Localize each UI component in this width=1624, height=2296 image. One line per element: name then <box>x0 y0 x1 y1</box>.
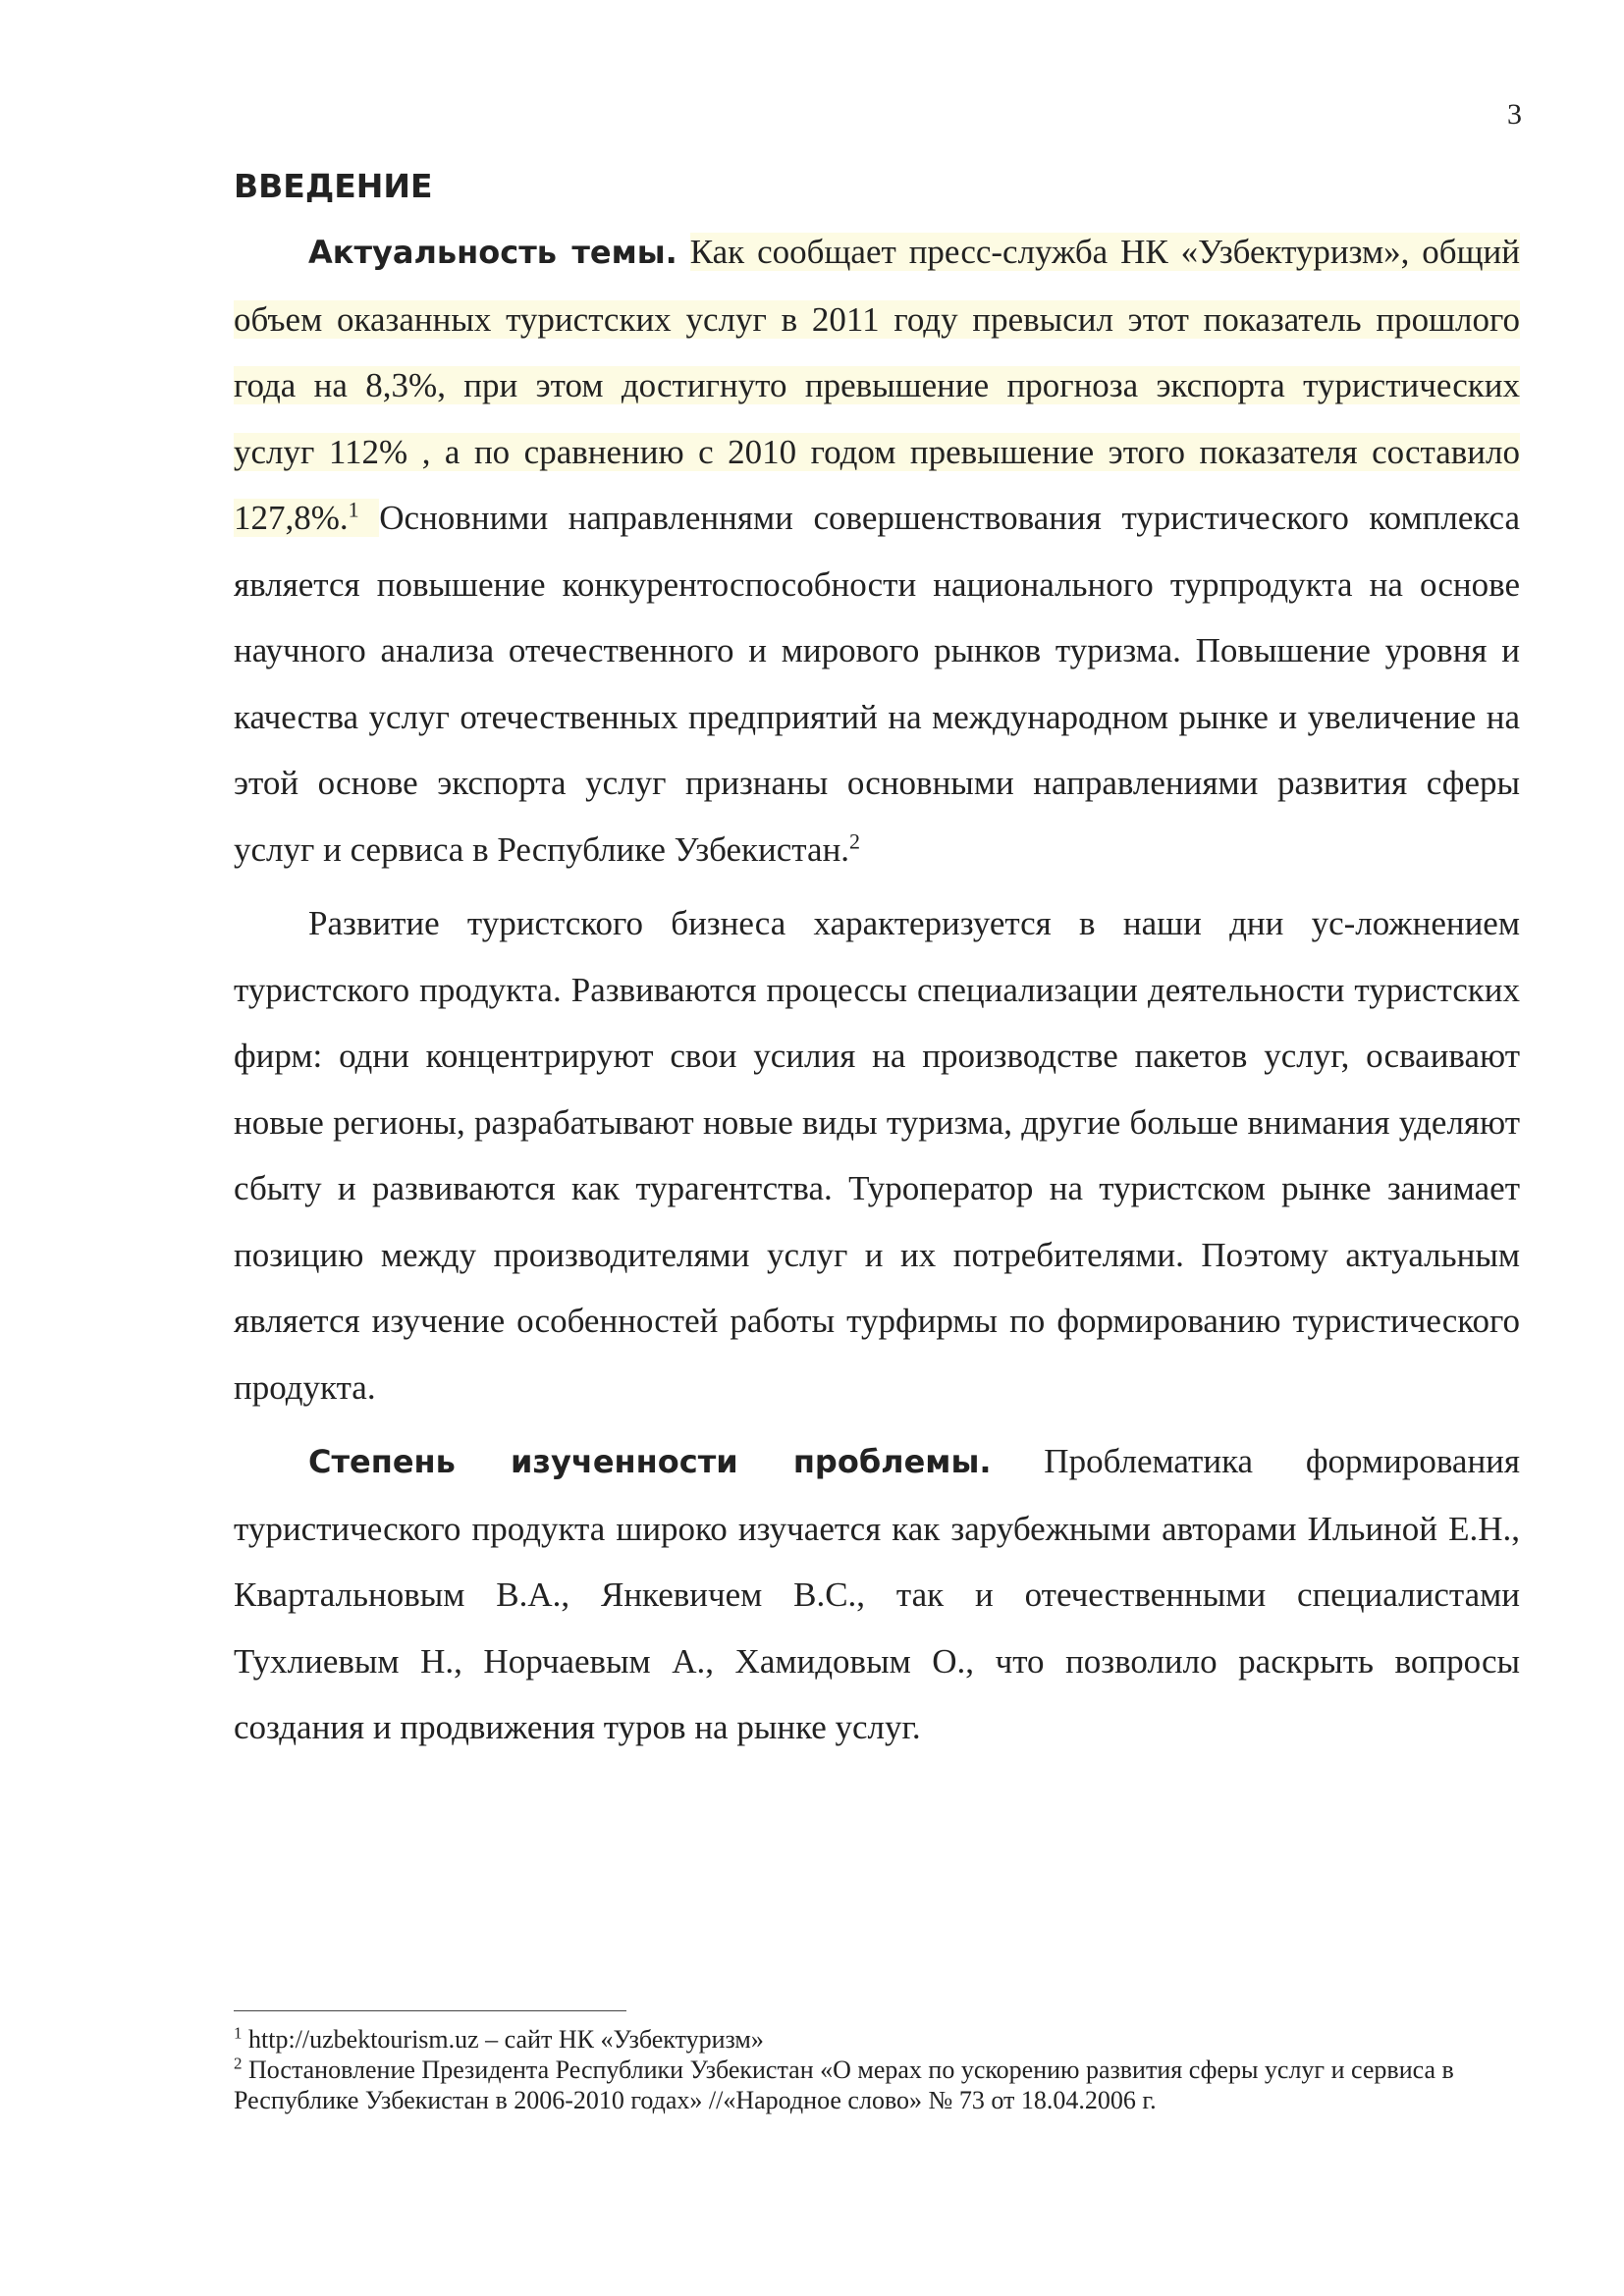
paragraph-lead-relevance: Актуальность темы. <box>308 234 677 271</box>
paragraph-development: Развитие туристского бизнеса характеризуется в наши дни ус-ложнением туристского продукта. Развиваются процессы специализации деятельности туристских фирм: одни концентрируют свои усилия на производстве пакетов услуг, осваивают новые регионы, разрабатывают новые виды туризма, другие больше внимания уделяют сбыту и развиваются как турагентства. Туроператор на туристском рынке занимает позицию между производителями услуг и их потребителями. Поэтому актуальным является изучение особенностей работы турфирмы по формированию туристического продукта. <box>234 904 1520 1407</box>
highlighted-text <box>234 233 1520 537</box>
footnote-separator <box>234 2010 626 2011</box>
document-body <box>234 167 1520 1769</box>
footnotes <box>234 2024 1520 2115</box>
footnote-ref-2[interactable]: 2 <box>849 828 861 853</box>
paragraph-lead-study-degree: Степень изученности проблемы. <box>308 1443 992 1480</box>
footnote-ref-1[interactable]: 1 <box>348 497 359 522</box>
footnote-text: Постановление Президента Республики Узбекистан «О мерах по ускорению развития сферы услуг и сервиса в Республике Узбекистан в 2006-2010 годах» //«Народное слово» № 73 от 18.04.2006 г. <box>234 2056 1454 2114</box>
footnote-2 <box>234 2055 1520 2115</box>
section-heading: ВВЕДЕНИЕ <box>234 167 433 205</box>
paragraph-relevance-text: Основними направленнями совершенствования туристического комплекса является повышение конкурентоспособности национального турпродукта на основе научного анализа отечественного и мирового рынков туризма. Повышение уровня и качества услуг отечественных предприятий на международном рынке и увеличение на этой основе экспорта услуг признаны основными направлениями развития сферы услуг и сервиса в Республике Узбекистан. <box>234 499 1520 869</box>
footnote-text: http://uzbektourism.uz – сайт НК «Узбектуризм» <box>248 2025 764 2054</box>
paragraph-relevance <box>234 219 1520 882</box>
page-number: 3 <box>1507 98 1522 131</box>
footnote-mark: 1 <box>234 2023 243 2043</box>
paragraph-study-degree <box>234 1428 1520 1761</box>
highlighted-sentence: Как сообщает пресс-служба НК «Узбектуризм», общий объем оказанных туристских услуг в 2011 году превысил этот показатель прошлого года на 8,3%, при этом достигнуто превышение прогноза экспорта туристических услуг 112% , а по сравнению с 2010 годом превышение этого показателя составило 127,8%. <box>234 233 1521 537</box>
footnote-mark: 2 <box>234 2054 243 2073</box>
paragraph-study-degree-text: Проблематика формирования туристического продукта широко изучается как зарубежными авторами Ильиной Е.Н., Квартальновым В.А., Янкевичем В.С., так и отечественными специалистами Тухлиевым Н., Норчаевым А., Хамидовым О., что позволило раскрыть вопросы создания и продвижения туров на рынке услуг. <box>234 1442 1520 1746</box>
footnote-1 <box>234 2024 1520 2055</box>
